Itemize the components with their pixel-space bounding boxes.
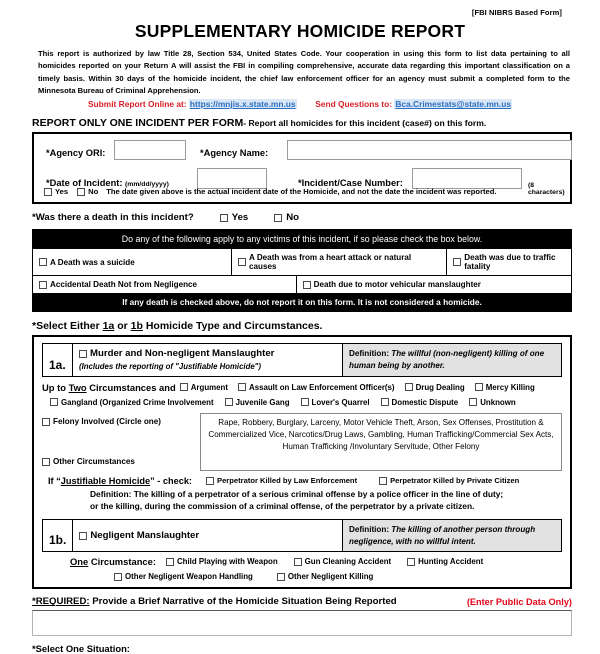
select-heading-pre: *Select Either [32,320,103,333]
type-1a-header [42,343,562,376]
circ-drug-dealing-checkbox[interactable] [405,383,413,391]
accidental-death-cell[interactable] [33,276,297,293]
circ-other-circumstances[interactable] [42,457,135,466]
circ-other-circumstances-checkbox[interactable] [42,458,50,466]
type-1a-title-row [79,348,336,359]
heart-attack-checkbox[interactable] [238,258,246,266]
death-yes-option[interactable] [220,212,249,223]
death-no-checkbox[interactable] [274,214,282,222]
circ-other-negligent-killing-label: Other Negligent Killing [287,572,374,582]
circ-felony-involved-checkbox[interactable] [42,418,50,426]
date-label-text: *Date of Incident: [46,178,123,189]
type-1a-title: Murder and Non-negligent Manslaughter [90,348,275,360]
heart-attack-cell[interactable] [232,249,447,275]
send-questions-label: Send Questions to: [315,99,392,110]
date-of-incident-input[interactable] [197,168,267,189]
date-actual-yes-label: Yes [55,187,69,197]
victim-check-bar-top: Do any of the following apply to any victims of this incident, if so please check the box below. [33,230,571,249]
date-actual-no-label: No [88,187,99,197]
circ-hunting-accident-label: Hunting Accident [418,557,484,567]
suicide-cell[interactable] [33,249,232,275]
circ-felony-involved-label: Felony Involved (Circle one) [53,417,161,427]
suicide-checkbox[interactable] [39,258,47,266]
public-data-note: (Enter Public Data Only) [466,596,572,607]
circ-other-circumstances-label: Other Circumstances [53,457,135,467]
type-1b-title: Negligent Manslaughter [90,530,200,542]
one-circ-post: Circumstance: [88,556,156,568]
type-1b-definition [343,520,561,551]
death-no-label: No [286,212,300,224]
circ-assault-leo-checkbox[interactable] [238,383,246,391]
date-actual-no-checkbox[interactable] [77,188,85,196]
type-1a-row1-options [180,383,535,393]
justifiable-post: ” - check: [150,475,192,486]
death-no-option[interactable] [274,212,299,223]
circ-juvenile-gang-checkbox[interactable] [225,398,233,406]
circ-child-playing-weapon[interactable] [166,557,278,566]
circ-unknown[interactable] [469,398,516,407]
death-yes-checkbox[interactable] [220,214,228,222]
circ-felony-involved[interactable] [42,417,161,426]
type-1a-title-cell[interactable] [73,344,343,375]
perp-killed-by-leo-label: Perpetrator Killed by Law Enforcement [217,476,358,486]
circ-lovers-quarrel[interactable] [301,398,370,407]
one-circumstance-label [70,556,156,567]
circ-label-post: Circumstances and [86,381,176,393]
narrative-required-underlined: *REQUIRED: [32,596,90,608]
justifiable-underlined: Justifiable Homicide [60,475,151,486]
circ-assault-leo-label: Assault on Law Enforcement Officer(s) [249,382,395,392]
circ-domestic-dispute-checkbox[interactable] [381,398,389,406]
felony-section [42,413,562,471]
type-1b-checkbox[interactable] [79,532,87,540]
narrative-required-rest: Provide a Brief Narrative of the Homicide Situation Being Reported [89,596,397,608]
perp-killed-by-leo-checkbox[interactable] [206,477,214,485]
circ-juvenile-gang[interactable] [225,398,290,407]
death-question-label: *Was there a death in this incident? [32,212,194,224]
case-number-input[interactable] [412,168,522,189]
send-questions-email-link[interactable]: Bca.Crimestats@state.mn.us [395,99,512,110]
narrative-textarea[interactable] [32,610,572,636]
circ-gangland-label: Gangland (Organized Crime Involvement [61,397,214,407]
justifiable-definition [90,488,562,513]
traffic-fatality-label: Death was due to traffic fatality [464,253,556,272]
circ-hunting-accident-checkbox[interactable] [407,558,415,566]
circ-other-negligent-handling-label: Other Negligent Weapon Handling [125,572,253,582]
felony-list-box: Rape, Robbery, Burglary, Larceny, Motor Vehicle Theft, Arson, Sex Offenses, Prostitution & Commercialized Vice, Narcotics/Drug Laws, Gambling, Human Trafficking/Commercial Sex Acts, Human Trafficking /Involuntary Servitude, Other Felony [200,413,562,471]
victim-check-row-2 [33,276,571,294]
justifiable-homicide-row [42,476,562,486]
agency-name-input[interactable] [287,140,572,160]
circ-hunting-accident[interactable] [407,557,483,566]
circ-domestic-dispute[interactable] [381,398,459,407]
incident-info-box [32,132,572,204]
suicide-label: A Death was a suicide [50,257,135,267]
circ-unknown-checkbox[interactable] [469,398,477,406]
type-1b-header [42,519,562,552]
perp-killed-by-leo[interactable] [206,476,357,485]
circ-gangland[interactable] [50,398,214,407]
type-1b-definition-label: Definition: [349,524,390,534]
type-1b-row1-options [166,557,483,566]
authorization-text: This report is authorized by law Title 28, Section 534, United States Code. Your cooperation in using this form to list data pertaining to all homicides reported on your Return A will assist the FBI in compiling comprehensive, accurate data regarding this important classification on a timely basis. Within 30 days of the homicide incident, the chief law enforcement officer for an agency must submit a completed form to the Minnesota Bureau of Criminal Apprehension. [38,49,570,95]
date-format-hint: (mm/dd/yyyy) [125,181,169,189]
justifiable-homicide-label [48,476,192,486]
circ-juvenile-gang-label: Juvenile Gang [235,397,290,407]
type-1a-number: 1a. [43,344,73,375]
death-question-row [32,212,586,223]
page-title: SUPPLEMENTARY HOMICIDE REPORT [134,21,466,41]
type-1b-title-row [79,530,199,541]
type-1a-circumstances-label [42,382,176,393]
select-type-heading [32,320,586,332]
submit-report-label: Submit Report Online at: [87,99,187,110]
submit-links-row [14,99,586,109]
type-1a-definition-label: Definition: [349,349,390,359]
type-1a-subtitle: (Includes the reporting of "Justifiable Homicide") [79,362,261,372]
date-note-text: The date given above is the actual incident date of the Homicide, and not the date the incident was reported. [106,187,497,197]
circ-unknown-label: Unknown [480,397,516,407]
date-actual-yes-checkbox[interactable] [44,188,52,196]
perp-killed-by-citizen-checkbox[interactable] [379,477,387,485]
narrative-heading-row [32,596,572,607]
incident-heading [32,117,586,129]
justifiable-definition-line-2: or the killing, during the commission of a criminal offense, of the perpetrator by a private citizen. [90,501,475,512]
circ-lovers-quarrel-label: Lover's Quarrel [311,397,370,407]
case-number-label: *Incident/Case Number: [298,178,403,189]
incident-heading-bold: REPORT ONLY ONE INCIDENT PER FORM [32,117,244,130]
circ-drug-dealing[interactable] [405,383,465,392]
circ-lovers-quarrel-checkbox[interactable] [301,398,309,406]
justifiable-options [206,476,519,485]
circ-label-two: Two [68,381,87,393]
victim-check-row-1 [33,249,571,276]
circ-mercy-killing[interactable] [475,383,535,392]
type-1a-definition-text: The willful (non-negligent) killing of one human being by another. [349,349,545,370]
justifiable-pre: If “ [48,475,61,486]
traffic-fatality-checkbox[interactable] [453,258,461,266]
heart-attack-label: A Death was from a heart attack or natural causes [249,253,412,272]
narrative-label [32,596,397,607]
felony-left-column [42,413,200,471]
circ-argument-label: Argument [190,382,228,392]
circ-mercy-killing-checkbox[interactable] [475,383,483,391]
circ-label-pre: Up to [42,381,69,393]
type-1a-circumstances-row-2 [50,398,562,407]
select-one-situation-label: *Select One Situation: [32,643,130,654]
vehicular-manslaughter-cell[interactable] [297,276,571,293]
select-heading-mid: or [114,320,131,333]
justifiable-definition-line-1: Definition: The killing of a perpetrator of a serious criminal offense by a police officer in the line of duty; [90,488,504,499]
victim-check-table [32,229,572,312]
circ-argument[interactable] [180,383,228,392]
traffic-fatality-cell[interactable] [447,249,571,275]
circ-assault-leo[interactable] [238,383,395,392]
vehicular-manslaughter-checkbox[interactable] [303,281,311,289]
circ-domestic-dispute-label: Domestic Dispute [391,397,459,407]
circ-other-negligent-killing[interactable] [277,572,373,581]
type-1b-title-cell[interactable] [73,520,343,551]
accidental-death-label: Accidental Death Not from Negligence [50,280,198,290]
select-heading-1b: 1b [130,320,143,333]
type-1b-circumstances-row-2 [114,572,562,581]
agency-name-label: *Agency Name: [200,148,269,159]
circ-child-playing-weapon-checkbox[interactable] [166,558,174,566]
incident-heading-rest: - Report all homicides for this incident (case#) on this form. [243,118,487,129]
agency-ori-input[interactable] [114,140,186,160]
circ-other-negligent-handling[interactable] [114,572,253,581]
type-1a-circumstances-row-1 [42,382,562,393]
circ-gun-cleaning-accident-label: Gun Cleaning Accident [304,557,392,567]
circ-gun-cleaning-accident-checkbox[interactable] [294,558,302,566]
circ-gangland-checkbox[interactable] [50,398,58,406]
select-heading-post: Homicide Type and Circumstances. [142,320,323,333]
type-1b-number: 1b. [43,520,73,551]
type-1b-definition-text: The killing of another person through negligence, with no willful intent. [349,524,536,546]
vehicular-manslaughter-label: Death due to motor vehicular manslaughter [313,280,481,290]
accidental-death-checkbox[interactable] [39,281,47,289]
perp-killed-by-citizen-label: Perpetrator Killed by Private Citizen [390,476,520,486]
date-confirmation-row [44,187,497,196]
form-source-tag: [FBI NIBRS Based Form] [471,8,562,17]
circ-argument-checkbox[interactable] [180,383,188,391]
circ-other-negligent-handling-checkbox[interactable] [114,573,122,581]
type-1a-checkbox[interactable] [79,350,87,358]
type-1b-circumstances-row-1 [42,556,562,567]
submit-report-link[interactable]: https://mnjis.x.state.mn.us [189,99,296,110]
select-heading-1a: 1a [102,320,115,333]
circ-drug-dealing-label: Drug Dealing [415,382,465,392]
homicide-type-box [32,335,572,589]
circ-child-playing-weapon-label: Child Playing with Weapon [176,557,278,567]
type-1a-definition [343,344,561,375]
circ-gun-cleaning-accident[interactable] [294,557,392,566]
agency-ori-label: *Agency ORI: [46,148,106,159]
death-yes-label: Yes [231,212,249,224]
circ-mercy-killing-label: Mercy Killing [485,382,535,392]
circ-other-negligent-killing-checkbox[interactable] [277,573,285,581]
incident-row-1 [42,140,562,166]
victim-check-bar-bottom: If any death is checked above, do not report it on this form. It is not considered a homicide. [33,294,571,311]
perp-killed-by-citizen[interactable] [379,476,519,485]
case-number-hint: (8 characters) [528,182,565,197]
one-circ-underlined: One [70,556,89,568]
